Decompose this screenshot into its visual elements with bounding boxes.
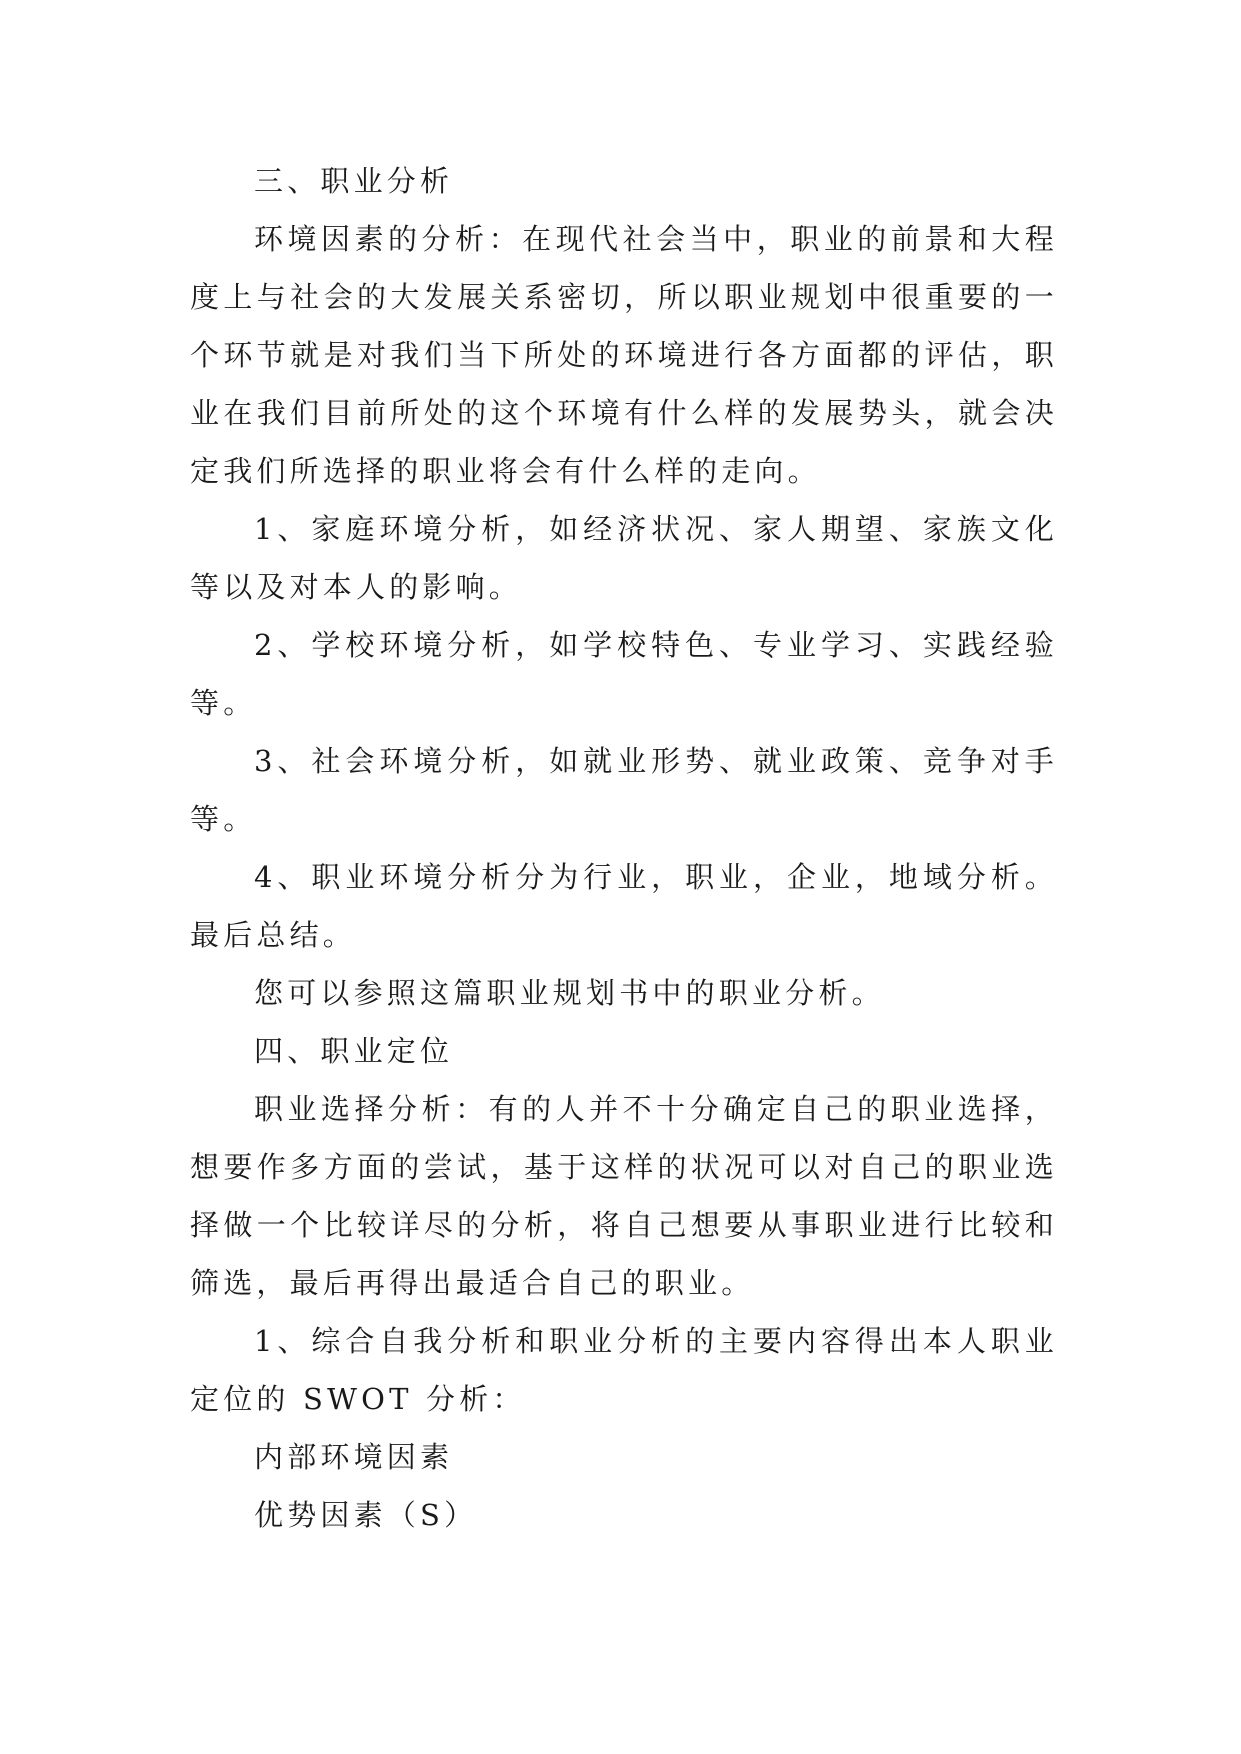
document-body (190, 152, 1058, 1544)
list-item-family-environment: 1、家庭环境分析，如经济状况、家人期望、家族文化等以及对本人的影响。 (190, 512, 1058, 604)
paragraph-reference-note: 您可以参照这篇职业规划书中的职业分析。 (254, 976, 885, 1010)
list-item-swot-analysis: 1、综合自我分析和职业分析的主要内容得出本人职业定位的 SWOT 分析： (190, 1324, 1058, 1416)
section-heading-career-positioning: 四、职业定位 (254, 1034, 454, 1068)
paragraph-environment-factors: 环境因素的分析：在现代社会当中，职业的前景和大程度上与社会的大发展关系密切，所以职业规划中很重要的一个环节就是对我们当下所处的环境进行各方面都的评估，职业在我们目前所处的这个环境有什么样的发展势头，就会决定我们所选择的职业将会有什么样的走向。 (190, 222, 1058, 488)
list-item-school-environment: 2、学校环境分析，如学校特色、专业学习、实践经验等。 (190, 628, 1058, 720)
section-heading-career-analysis: 三、职业分析 (254, 164, 454, 198)
list-item-social-environment: 3、社会环境分析，如就业形势、就业政策、竞争对手等。 (190, 744, 1058, 836)
list-item-career-environment: 4、职业环境分析分为行业，职业，企业，地域分析。最后总结。 (190, 860, 1058, 952)
paragraph-career-choice-analysis: 职业选择分析：有的人并不十分确定自己的职业选择，想要作多方面的尝试，基于这样的状况可以对自己的职业选择做一个比较详尽的分析，将自己想要从事职业进行比较和筛选，最后再得出最适合自己的职业。 (190, 1092, 1058, 1300)
subheading-strengths: 优势因素（S） (254, 1498, 478, 1532)
subheading-internal-factors: 内部环境因素 (254, 1440, 454, 1474)
